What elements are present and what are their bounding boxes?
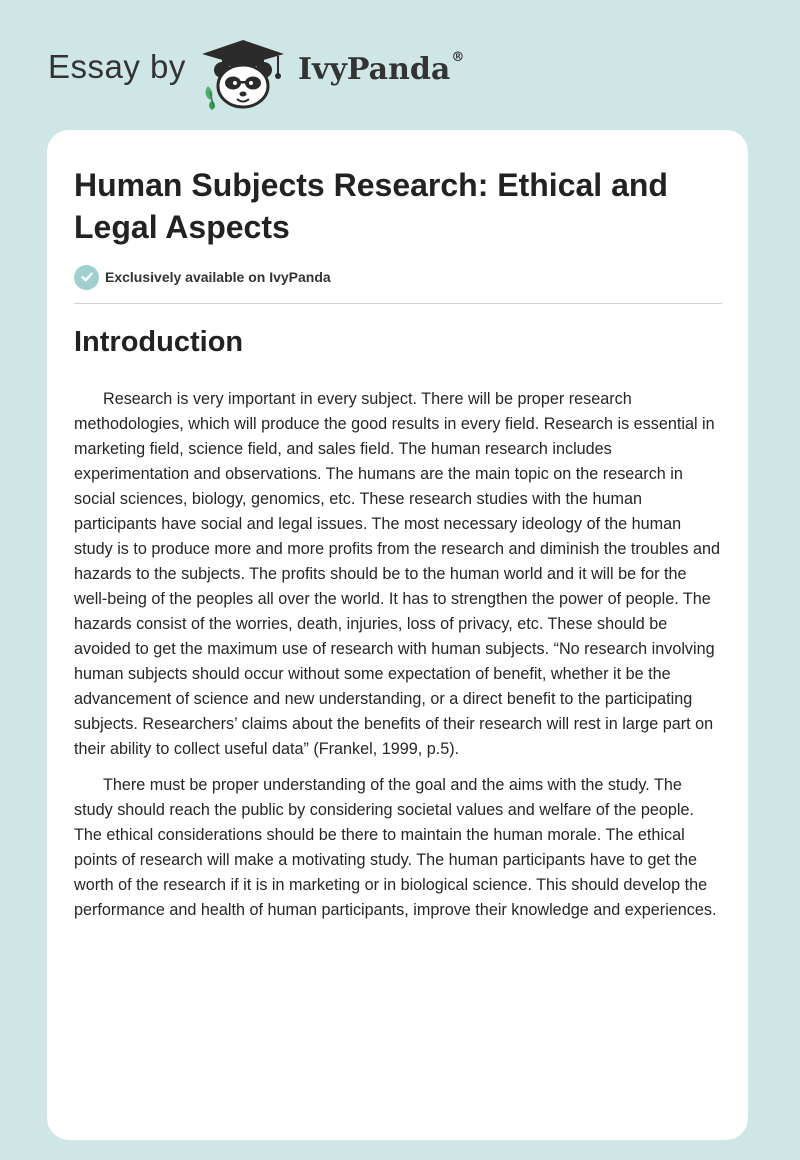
exclusive-badge: [74, 264, 331, 290]
paragraph-2: There must be proper understanding of the goal and the aims with the study. The study should reach the public by considering societal values and welfare of the people. The ethical considerations should be there to maintain the human morale. The ethical points of research will make a motivating study. The human participants have to get the worth of the research if it is in marketing or in biological science. This should develop the performance and health of human participants, improve their knowledge and experiences.: [74, 776, 717, 919]
title-divider: [74, 303, 722, 304]
brand-name: [298, 52, 464, 87]
section-heading-introduction: Introduction: [74, 326, 244, 358]
site-header: [48, 30, 748, 110]
essay-by-label: Essay by: [48, 48, 186, 85]
paragraph-1: Research is very important in every subject. There will be proper research methodologies, which will produce the good results in every field. Research is essential in marketing field, science field, and sales field. The human research includes experimentation and observations. The humans are the main topic on the research in social sciences, biology, genomics, etc. These research studies with the human participants have social and legal issues. The most necessary ideology of the human study is to produce more and more profits from the research and diminish the troubles and hazards to the subjects. The profits should be to the human world and it will be for the well-being of the peoples all over the world. It has to strengthen the power of people. The hazards consist of the worries, death, injuries, loss of privacy, etc. These should be avoided to get the maximum use of research with human subjects. “No research involving human subjects should occur without some expectation of benefit, whether it be the advancement of science and new understanding, or a direct benefit to the participating subjects. Researchers’ claims about the benefits of their research will rest in large part on their ability to collect useful data” (Frankel, 1999, p.5).: [74, 390, 721, 758]
check-circle-icon: [74, 265, 99, 290]
brand-name-text: IvyPanda: [298, 52, 451, 87]
essay-card: [47, 130, 748, 1140]
essay-title: Human Subjects Research: Ethical and Legal Aspects: [74, 167, 668, 245]
exclusive-badge-label: Exclusively available on IvyPanda: [105, 269, 331, 285]
panda-graduate-icon: [198, 36, 288, 110]
registered-mark: ®: [451, 50, 465, 65]
essay-body: [74, 387, 722, 934]
